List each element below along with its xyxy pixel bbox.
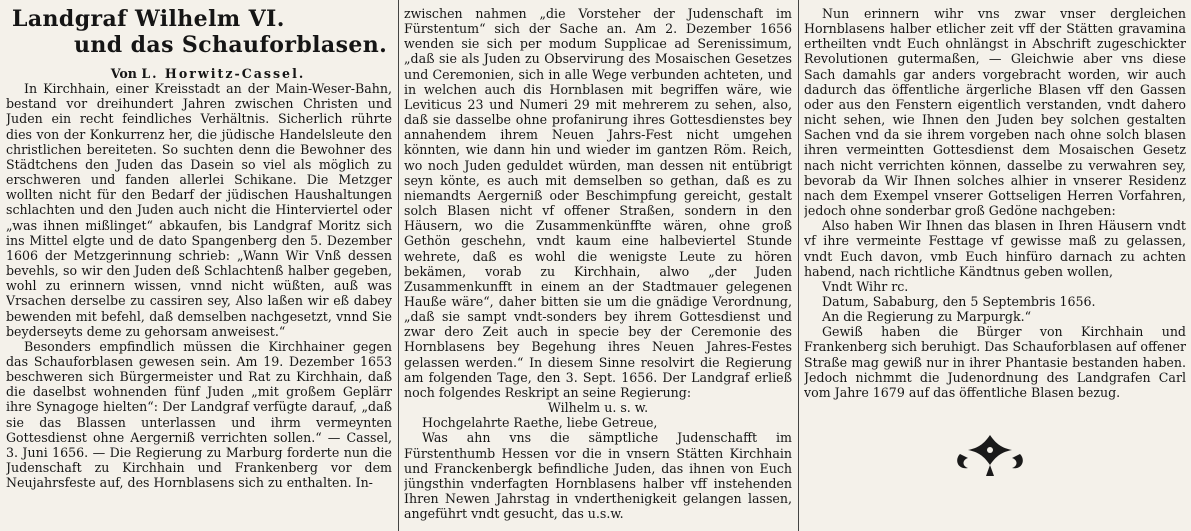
col1-paragraph-2: Besonders empfindlich müssen die Kirchhainer gegen das Schauforblasen gewesen sein. Am 19. Dezember 1653 beschweren sich Bürgermeister und Rat zu Kirchhain, daß die daselbst wohnenden fünf Juden „mit großem Geplärr ihre Synagoge hielten“: Der Landgraf verfügte darauf, „daß sie das Blassen unterlassen und ihrm vermeynten Gottesdienst ohne Aergerniß verrichten sollen.“ — Cassel, 3. Juni 1656. — Die Regierung zu Marburg forderte nun die Judenschaft zu Kirchhain und Frankenberg vor dem Neujahrsfeste auf, des Hornblasens sich zu enthalten. In- [6, 338, 392, 491]
title-line-2: und das Schauforblasen. [74, 32, 388, 58]
article-column-1 [6, 6, 392, 530]
col3-paragraph-2: Also haben Wir Ihnen das blasen in Ihren Häusern vndt vf ihre vermeinte Festtage vf gewisse maß zu gelassen, vndt Euch davon, vmb Euch hinfüro darnach zu achten habend, nach richtliche Kändtnus geben wollen, [804, 218, 1186, 279]
article-column-2 [404, 6, 792, 530]
column-divider-1 [398, 0, 399, 531]
title-line-1: Landgraf Wilhelm VI. [12, 6, 285, 32]
rescript-greeting: Hochgelahrte Raethe, liebe Getreue, [422, 415, 658, 431]
col3-paragraph-1: Nun erinnern wihr vns zwar vnser dergleichen Hornblasens halber etlicher zeit vff der Stätten gravamina ertheilten vndt Euch ohnlängst in Abschrift zugeschickter Revolutionen gutermaßen, — Gleichwie aber vns diese Sach damahls gar anders vorgebracht worden, wir auch dadurch das öffentliche ärgerliche Blasen vff den Gassen oder aus den Fenstern eigentlich verstanden, vndt dahero nicht sehen, wie Ihnen den Juden bey solchen gestalten Sachen vnd da sie ihrem vorgeben nach ohne solch blasen ihren vermeintten Gottesdienst dem Mosaischen Gesetz nach nicht verrichten können, dasselbe zu verwahren sey, bevorab da Wir Ihnen solches alhier in vnserer Residenz nach dem Exempel vnserer Gottseligen Herren Vorfahren, jedoch ohne sonderbar groß Gedöne nachgeben: [804, 6, 1186, 219]
rescript-salutation: Wilhelm u. s. w. [547, 400, 649, 416]
author-name: L. Horwitz-Cassel. [141, 66, 306, 81]
column-divider-2 [798, 0, 799, 531]
byline [6, 66, 392, 81]
rescript-closing: Vndt Wihr rc. [822, 278, 909, 294]
col1-paragraph-1: In Kirchhain, einer Kreisstadt an der Main-Weser-Bahn, bestand vor dreihundert Jahren zwischen Christen und Juden ein recht feindliches Verhältnis. Sicherlich rührte dies von der Konkurrenz her, die jüdische Handelsleute den christlichen bereiteten. So suchten denn die Bewohner des Städtchens den Juden das Dasein so viel als möglich zu erschweren und fanden allerlei Schikane. Die Metzger wollten nicht für den Bedarf der jüdischen Haushaltungen schlachten und den Juden auch nicht die Hinterviertel oder „was ihnen mißlinget“ abkaufen, bis Landgraf Moritz sich ins Mittel elgte und de dato Spangenberg den 5. Dezember 1606 der Metzgerinnung schrieb: „Wann Wir Vnß dessen bevehls, so wir den Juden deß Schlachtenß halber gegeben, wohl zu erinnern wissen, vnnd nicht wüßten, auß was Vrsachen derselbe zu cassiren sey, Also laßen wir eß dabey bewenden mit befehl, daß demselben nachgesetzt, vnnd Sie beyderseyts deme zu gehorsam anweisest.“ [6, 81, 392, 339]
col3-paragraph-3: Gewiß haben die Bürger von Kirchhain und Frankenberg sich beruhigt. Das Schauforblasen auf offener Straße mag gewiß nur in ihrer Phantasie bestanden haben. Jedoch nichmmt die Judenordnung des Landgrafen Carl vom Jahre 1679 auf das öffentliche Blasen bezug. [804, 324, 1186, 400]
rescript-address: An die Regierung zu Marpurgk.“ [822, 309, 1032, 325]
byline-prefix: Von [110, 66, 137, 81]
col2-paragraph-1: zwischen nahmen „die Vorsteher der Judenschaft im Fürstentum“ sich der Sache an. Am 2. Dezember 1656 wenden sie sich per modum Supplicae ad Serenissimum, „daß sie als Juden zu Observirung des Mosaischen Gesetzes und Ceremonien, sich in alle Wege verbunden achteten, und in welchen auch dis Hornblasen mit begriffen wäre, wie Leviticus 23 und Numeri 29 mit mehrerem zu sehen, also, daß sie dasselbe ohne profanirung ihres Gottesdienstes bey annahendem ihrem Neuen Jahrs-Fest nicht umgehen könnten, wie dann hin und wieder im gantzen Röm. Reich, wo noch Juden geduldet würden, man dessen nit entübrigt seyn könte, es auch mit demselben so gethan, daß es zu niemandts Aergerniß oder Beschimpfung gereicht, gestalt solch Blasen nicht vf offener Straßen, sondern in den Häusern, wo die Zusammenkünffte wären, ohne groß Gethön geschehn, vndt kaum eine halbeviertel Stunde wehrete, daß es wohl die wenigste Leute zu hören bekämen, vorab zu Kirchhain, alwo „der Juden Zusammenkunfft in einem an der Stadtmauer gelegenen Hauße wäre“, daher bitten sie um die gnädige Verordnung, „daß sie sampt vndt-sonders bey ihrem Gottesdienst und zwar dero Zeit auch in specie bey der Ceremonie des Hornblasens bey Begehung ihres Neuen Jahres-Festes gelassen werden.“ In diesem Sinne resolvirt die Regierung am folgenden Tage, den 3. Sept. 1656. Der Landgraf erließ noch folgendes Reskript an seine Regierung: [404, 6, 792, 400]
rescript-date: Datum, Sababurg, den 5 Septembris 1656. [822, 293, 1096, 309]
article-title [12, 6, 392, 58]
col2-paragraph-2: Was ahn vns die sämptliche Judenschafft im Fürstenthumb Hessen vor die in vnsern Stätten Kirchhain und Franckenbergk befindliche Juden, das ihnen von Euch jüngsthin vnderfagten Hornblasens halber vff instehenden Ihren Newen Jahrstag in vnderthenigkeit gelangen lassen, angeführt vndt gesucht, das u.s.w. [404, 430, 792, 522]
decorative-vignette-icon [950, 430, 1030, 480]
